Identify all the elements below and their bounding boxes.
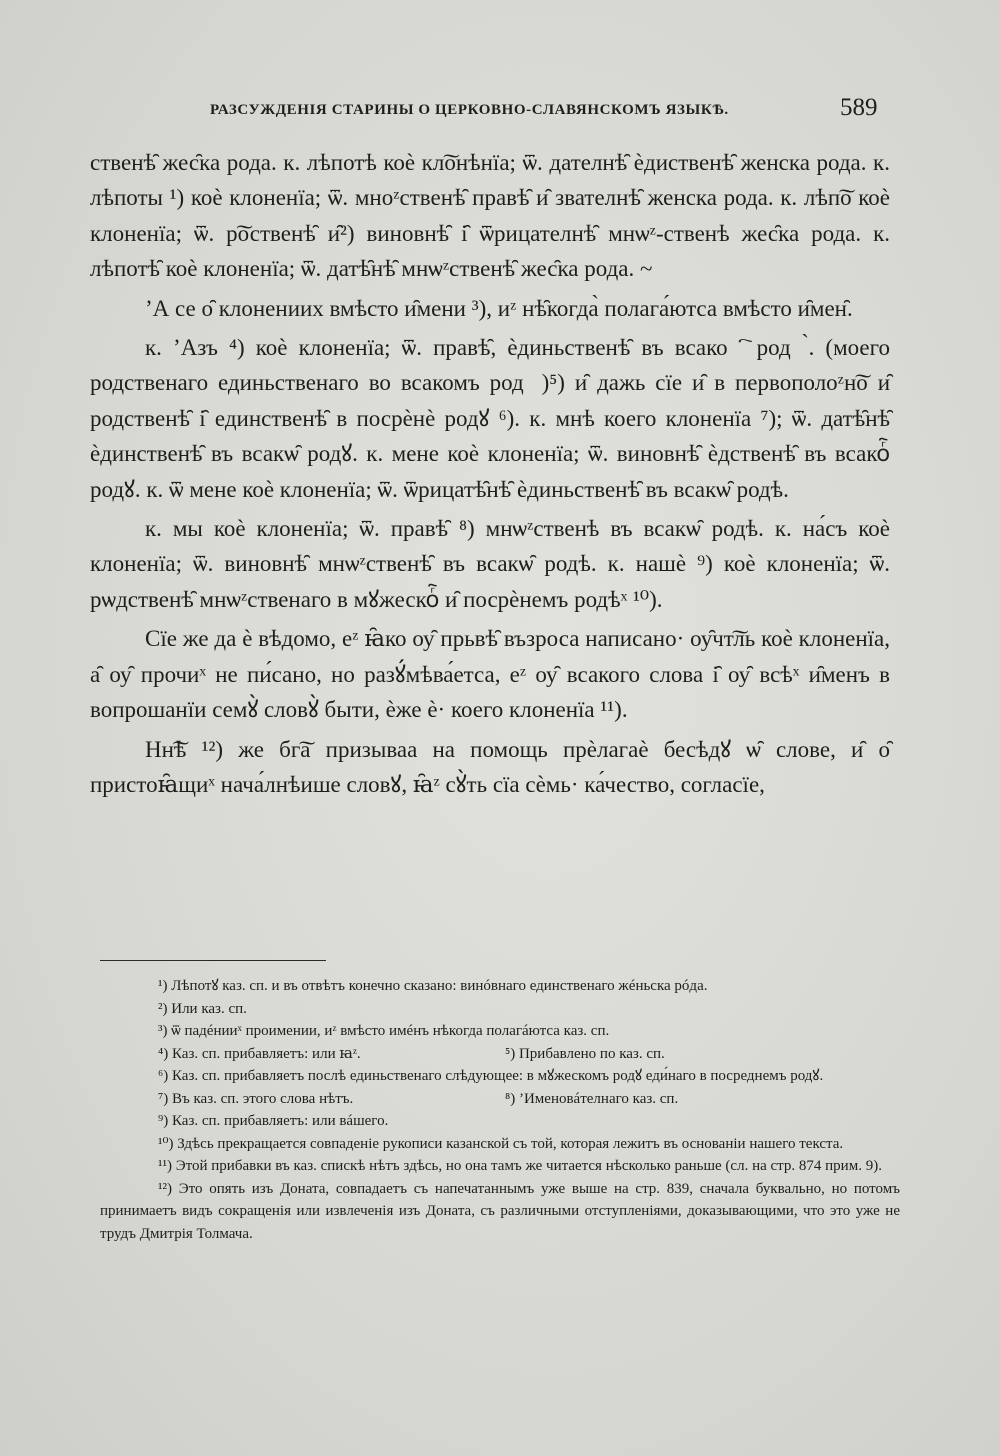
footnote-10: ¹⁰) Здѣсь прекращается совпаденіе рукописи казанской съ той, которая лежитъ въ основаніи нашего текста. [158,1135,844,1152]
footnote-9: ⁹) Каз. сп. прибавляетъ: или вáшего. [158,1113,389,1129]
footnote-1: ¹) Лѣпотꙋ каз. сп. и въ отвѣтъ конечно сказано: винóвнаго единственаго жéньска рóда. [158,978,708,994]
paragraph-2: ’А се о̑ клонениих вмѣсто и̑мени ³), иᶻ нѣ̑когда̀ полага́ютса вмѣсто и̑мен̑. [145,295,853,321]
footnote-7: ⁷) Въ каз. сп. этого слова нѣтъ. [158,1090,354,1107]
footnote-3: ³) ѿ падéнииˣ проимении, иᶻ вмѣсто имéнъ нѣкогда полагáютса каз. сп. [158,1023,610,1039]
footnote-11: ¹¹) Этой прибавки въ каз. спискѣ нѣтъ здѣсь, но она тамъ же читается нѣсколько раньше (сл. на стр. 874 прим. 9). [158,1158,882,1174]
footnote-row-7-8 [100,1088,900,1111]
paragraph-5: Сїе же да ѐ вѣдомо, еᶻ ꙗ̑ко оу̑ прьвѣ̑ възроса написано· оу̑чт͠ль коѐ клоненїа, а̑ оу̑ прочиˣ не пи́сано, но разꙋ́мѣва́етса, еᶻ оу̑ всакого слова і̑ оу̑ всѣˣ и̑менъ в вопрошанїи семꙋ̀ словꙋ̀ быти, ѐже ѐ· коего клоненїа ¹¹). [90,626,890,723]
footnote-12: ¹²) Это опять изъ Доната, совпадаетъ съ напечатаннымъ уже выше на стр. 839, сначала буквально, но потомъ принимаетъ видъ сокращенія или извлеченія изъ Доната, съ различными отступленіями, доказывающими, что это уже не трудъ Дмитрія Толмача. [100,1180,900,1242]
page-number: 589 [840,94,878,121]
paragraph-1: ственѣ̑ жес̑ка рода. к. лѣпотѣ коѐ кл͠онѣнїа; ѿ. дателнѣ̑ ѐдиственѣ̑ женска рода. к. лѣпоты ¹) коѐ клоненїа; ѿ. мноᶻственѣ̑ правѣ̑ и̑ звателнѣ̑ женска рода. к. лѣп͠о коѐ клоненїа; ѿ. р͠оственѣ̑ и̑²) виновнѣ̑ і̑ ѿрицателнѣ̑ мнѡᶻ-ственѣ жес̑ка рода. к. лѣпотѣ̑ коѐ клоненїа; ѿ. датѣ̑нѣ̑ мнѡᶻственѣ̑ жес̑ка рода. ~ [90,150,890,282]
paragraph-6: Нн͠ѣ ¹²) же бг͠а призываа на помощь прѐлагаѐ бесѣдꙋ ѡ̑ слове, и̑ о̑ пристоꙗ̑щиˣ нача́лнѣише словꙋ, ꙗ̑ᶻ сꙋ̀ть сїа сѐмь· ка́чество, согласїе, [90,736,890,797]
footnote-divider [100,960,326,961]
page-header [0,88,1000,128]
main-text [90,145,890,802]
paragraph-3: к. ’Азъ ⁴) коѐ клоненїа; ѿ. правѣ̑, ѐдиньственѣ̑ въ всакоⷢ҇ родꙋ̀. (моего родственаго единьственаго во всакомъ родꙋ)⁵) и̑ дажь сїе и̑ в первополоᶻн͠о и̑ родственѣ̑ і̑ единственѣ̑ в посрѐнѐ родꙋ ⁶). к. мнѣ коего клоненїа ⁷); ѿ. датѣ̑нѣ̑ ѐдинственѣ̑ въ всакѡ̑ родꙋ. к. мене коѐ клоненїа; ѿ. виновнѣ̑ ѐдственѣ̑ въ всакоⷢ҇ родꙋ. к. ѿ мене коѐ клоненїа; ѿ. ѿрицатѣ̑нѣ̑ ѐдиньственѣ̑ въ всакѡ̑ родѣ. [90,335,890,502]
footnote-5: ⁵) Прибавлено по каз. сп. [505,1045,665,1062]
footnote-row-4-5 [100,1043,900,1066]
running-title: РАЗСУЖДЕНІЯ СТАРИНЫ О ЦЕРКОВНО-СЛАВЯНСКОМЪ ЯЗЫКѢ. [210,102,729,118]
footnote-2: ²) Или каз. сп. [158,1000,247,1017]
paragraph-4: к. мы коѐ клоненїа; ѿ. правѣ̑ ⁸) мнѡᶻственѣ въ всакѡ̑ родѣ. к. на́съ коѐ клоненїа; ѿ. виновнѣ̑ мнѡᶻственѣ̑ въ всакѡ̑ родѣ. к. нашѐ ⁹) коѐ клоненїа; ѿ. рѡдственѣ̑ мнѡᶻственаго в мꙋжескоⷢ҇ и̑ посрѐнемъ родѣˣ ¹⁰). [90,516,890,612]
footnote-6: ⁶) Каз. сп. прибавляетъ послѣ единьственаго слѣдующее: в мꙋжескомъ родꙋ еди́наго в посреднемъ родꙋ. [158,1068,824,1084]
footnotes [100,975,900,1245]
footnote-4: ⁴) Каз. сп. прибавляетъ: или ꙗᶻ. [158,1045,361,1062]
footnote-8: ⁸) ’Именовáтелнаго каз. сп. [505,1090,679,1107]
